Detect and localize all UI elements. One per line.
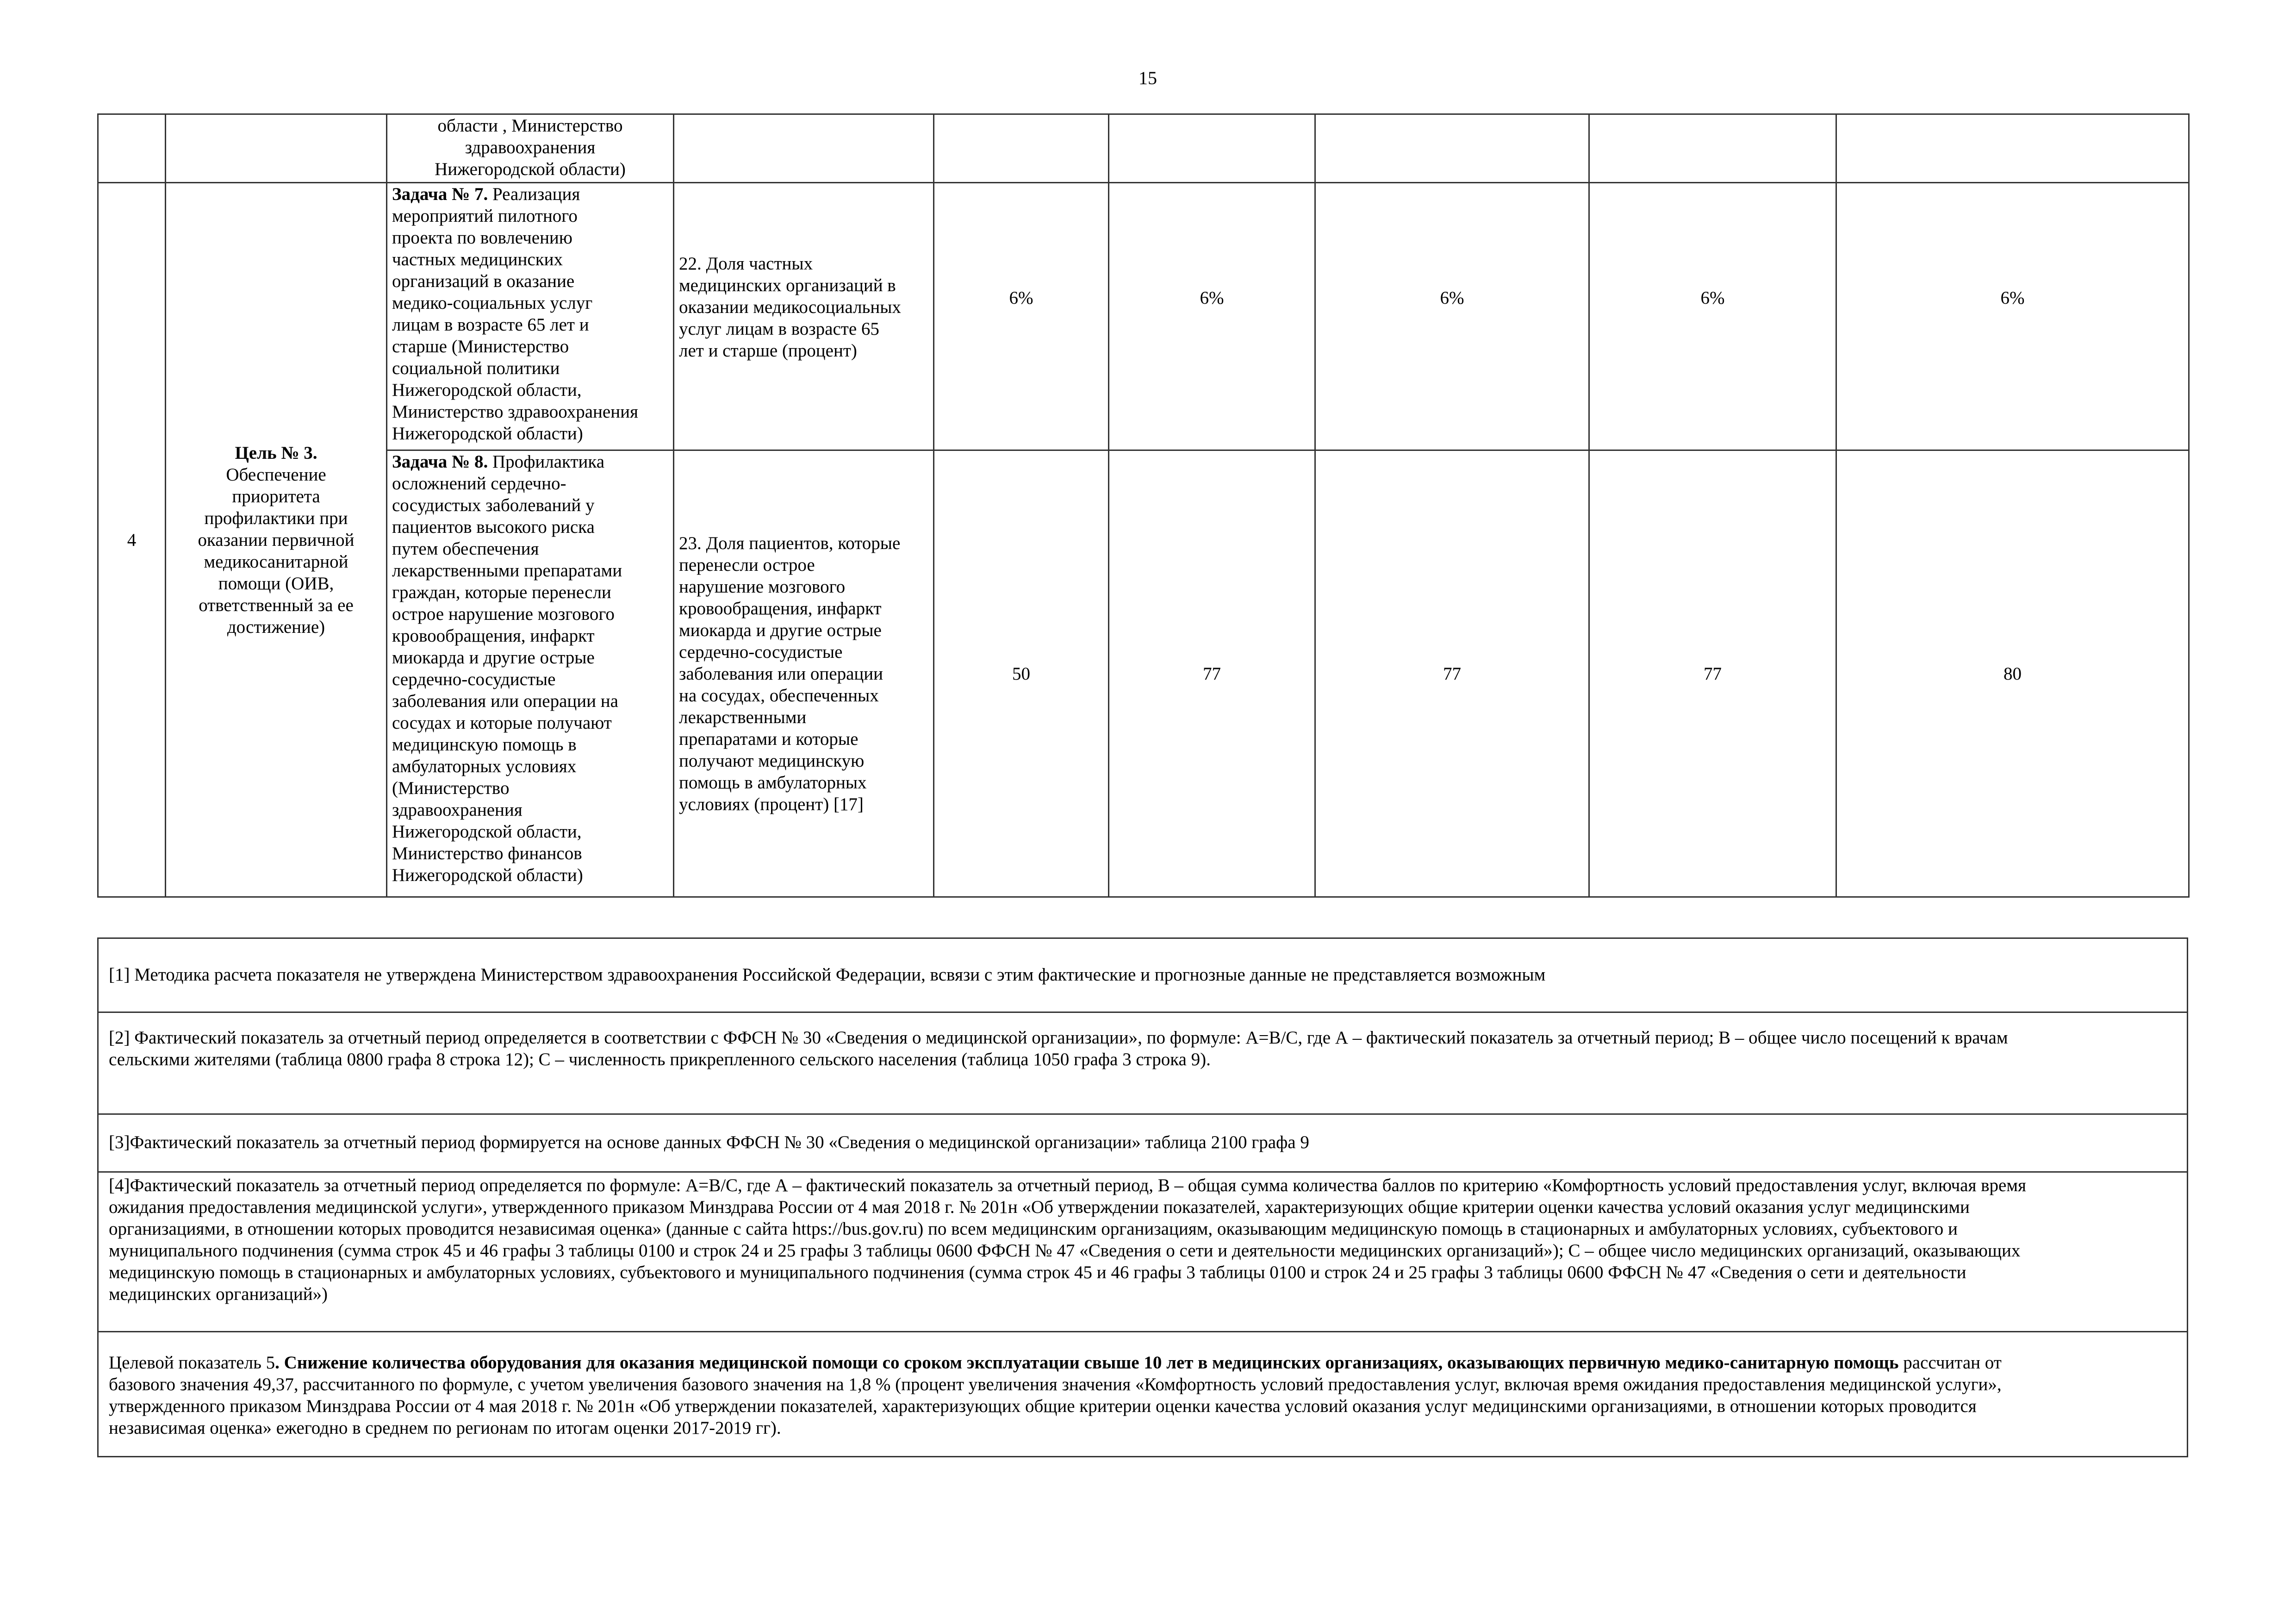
- text-line: нарушение мозгового: [679, 576, 846, 597]
- text-line: препаратами и которые: [679, 729, 859, 749]
- text-line: Нижегородской области,: [392, 822, 582, 842]
- indicator-23-cell: [674, 450, 934, 897]
- indicator-22-cell: [674, 183, 934, 450]
- text-line: медико-социальных услуг: [392, 293, 593, 313]
- text-line: старше (Министерство: [392, 337, 569, 356]
- text-line: профилактики при: [204, 508, 348, 528]
- task-8-cell: [387, 450, 674, 897]
- table-row: [98, 450, 2189, 897]
- text-line: здравоохранения: [465, 137, 596, 157]
- value: 80: [2004, 663, 2022, 684]
- text-line: медицинскую помощь в стационарных и амбулаторных условиях, субъектового и муниципального подчинения (сумма строк 45 и 46 графы 3 таблицы 0100 и строк 24 и 25 графы 3 таблицы 0600 ФФСН № 47 «Сведения о сети и деятельности: [109, 1262, 1966, 1282]
- text-line: сосудистых заболеваний у: [392, 495, 595, 515]
- text-line: острое нарушение мозгового: [392, 604, 615, 624]
- text-line: перенесли острое: [679, 555, 815, 575]
- text-line: ответственный за ее: [199, 595, 354, 615]
- table-cell: [1836, 114, 2189, 183]
- text-line: получают медицинскую: [679, 750, 865, 771]
- text-line: независимая оценка» ежегодно в среднем по регионам по итогам оценки 2017-2019 гг).: [109, 1418, 781, 1438]
- goal-cell: [166, 183, 387, 897]
- text-line: амбулаторных условиях: [392, 756, 577, 776]
- value-cell: [1836, 450, 2189, 897]
- text-line: медикосанитарной: [204, 551, 348, 572]
- value: 6%: [1009, 288, 1033, 308]
- text-line: сердечно-сосудистые: [392, 669, 556, 689]
- text-line: Нижегородской области): [392, 865, 583, 885]
- text-line: здравоохранения: [392, 800, 523, 820]
- text-line: граждан, которые перенесли: [392, 582, 611, 602]
- text-line: 23. Доля пациентов, которые: [679, 533, 901, 553]
- text-line: осложнений сердечно-: [392, 474, 566, 493]
- text-line: оказании первичной: [198, 530, 355, 550]
- footnote-5: [99, 1331, 2187, 1456]
- text-line: путем обеспечения: [392, 539, 539, 559]
- footnote-1: [99, 939, 2187, 1012]
- text-line: Реализация: [492, 184, 580, 204]
- value-cell: [1836, 183, 2189, 450]
- table-cell: [934, 114, 1109, 183]
- table-cell: [98, 114, 166, 183]
- value-cell: [1109, 450, 1315, 897]
- text-line: оказании медикосоциальных: [679, 297, 901, 317]
- text-line: сельскими жителями (таблица 0800 графа 8 строка 12); С – численность прикрепленного сельского населения (таблица 1050 графа 3 строка 9).: [109, 1049, 1211, 1069]
- text-line: кровообращения, инфаркт: [679, 598, 882, 618]
- text-line: кровообращения, инфаркт: [392, 626, 595, 646]
- text-line: медицинских организаций в: [679, 275, 896, 295]
- text-line: частных медицинских: [392, 250, 563, 269]
- value-cell: [1315, 450, 1589, 897]
- text-line: заболевания или операции на: [392, 691, 618, 711]
- row-number: 4: [127, 530, 137, 550]
- text-line: сердечно-сосудистые: [679, 642, 843, 662]
- text-line: Нижегородской области): [392, 424, 583, 443]
- text-line: приоритета: [232, 486, 320, 506]
- text-line: помощь в амбулаторных: [679, 772, 867, 793]
- value: 77: [1203, 663, 1221, 684]
- value: 77: [1704, 663, 1722, 684]
- text-line: Нижегородской области,: [392, 380, 582, 400]
- task-8-title: Задача № 8.: [392, 452, 488, 472]
- text-line: лицам в возрасте 65 лет и: [392, 315, 589, 335]
- goal-title: Цель № 3.: [235, 443, 317, 463]
- text-line: миокарда и другие острые: [679, 620, 882, 640]
- value: 6%: [1200, 288, 1224, 308]
- text-line: лекарственными: [679, 707, 807, 727]
- text-line: лет и старше (процент): [679, 341, 857, 361]
- text-line: базового значения 49,37, рассчитанного по формуле, с учетом увеличения базового значения на 1,8 % (процент увеличения значения «Комфортность условий предоставления услуг, включая время ожидания предоставления медицинской услуги»,: [109, 1374, 2002, 1394]
- task-7-title: Задача № 7.: [392, 184, 488, 204]
- text-line: утвержденного приказом Минздрава России от 4 мая 2018 г. № 201н «Об утверждении показателей, характеризующих общие критерии оценки качества условий оказания услуг медицинскими организациями, в отношении которых проводится: [109, 1396, 1977, 1416]
- text-line: достижение): [227, 617, 325, 637]
- task-7-cell: [387, 183, 674, 450]
- text-line: Профилактика: [492, 452, 605, 472]
- note-5-suffix: рассчитан от: [1898, 1353, 2002, 1373]
- table-row: [98, 183, 2189, 450]
- row-number-cell: [98, 183, 166, 897]
- text-line: ожидания предоставления медицинской услуги», утвержденного приказом Минздрава России от 4 мая 2018 г. № 201н «Об утверждении показателей, характеризующих общие критерии оценки качества условий оказания услуг медицинскими: [109, 1197, 1970, 1217]
- value: 50: [1012, 663, 1030, 684]
- note-5-prefix: Целевой показатель 5: [109, 1353, 275, 1373]
- text-line: муниципального подчинения (сумма строк 45 и 46 графы 3 таблицы 0100 и строк 24 и 25 графы 3 таблицы 0600 ФФСН № 47 «Сведения о сети и деятельности медицинских организаций»); С – общее число медицинских организаций, оказывающих: [109, 1241, 2021, 1261]
- value-cell: [934, 183, 1109, 450]
- page-number: 15: [1139, 68, 1157, 88]
- text-line: [1] Методика расчета показателя не утверждена Министерством здравоохранения Российской Федерации, всвязи с этим фактические и прогнозные данные не представляется возможным: [109, 965, 1546, 985]
- text-line: помощи (ОИВ,: [218, 573, 334, 593]
- value: 6%: [1440, 288, 1464, 308]
- footnote-2: [99, 1012, 2187, 1113]
- text-line: услуг лицам в возрасте 65: [679, 319, 879, 339]
- text-line: области , Министерство: [437, 116, 623, 136]
- footnote-4: [99, 1171, 2187, 1331]
- table-cell: [1315, 114, 1589, 183]
- text-line: Министерство финансов: [392, 843, 582, 863]
- text-line: медицинских организаций»): [109, 1284, 328, 1304]
- text-line: условиях (процент) [17]: [679, 794, 864, 814]
- text-line: [2] Фактический показатель за отчетный период определяется в соответствии с ФФСН № 30 «Сведения о медицинской организации», по формуле: А=В/С, где А – фактический показатель за отчетный период; В – общее число посещений к врачам: [109, 1028, 2008, 1048]
- note-5-bold: . Снижение количества оборудования для оказания медицинской помощи со сроком эксплуатации свыше 10 лет в медицинских организациях, оказывающих первичную медико-санитарную помощь: [275, 1353, 1899, 1373]
- text-line: миокарда и другие острые: [392, 648, 595, 668]
- text-line: Обеспечение: [226, 464, 326, 485]
- text-line: [4]Фактический показатель за отчетный период определяется по формуле: А=В/С, где А – фактический показатель за отчетный период, В – общая сумма количества баллов по критерию «Комфортность условий предоставления услуг, включая время: [109, 1175, 2026, 1195]
- table-cell: [674, 114, 934, 183]
- value: 6%: [2000, 288, 2025, 308]
- table-row: [98, 114, 2189, 183]
- value: 77: [1443, 663, 1461, 684]
- footnote-3: [99, 1113, 2187, 1171]
- footnotes-table: [97, 937, 2188, 1457]
- value-cell: [1589, 183, 1836, 450]
- value-cell: [934, 450, 1109, 897]
- text-line: организациями, в отношении которых проводится независимая оценка» (данные с сайта https://bus.gov.ru) по всем медицинским организациям, оказывающим медицинскую помощь в стационарных и амбулаторных условиях, субъектового и: [109, 1219, 1958, 1239]
- value-cell: [1589, 450, 1836, 897]
- text-line: заболевания или операции: [679, 663, 884, 684]
- text-line: пациентов высокого риска: [392, 517, 595, 537]
- text-line: медицинскую помощь в: [392, 735, 577, 755]
- table-cell-responsible: [387, 114, 674, 183]
- text-line: [3]Фактический показатель за отчетный период формируется на основе данных ФФСН № 30 «Сведения о медицинской организации» таблица 2100 графа 9: [109, 1132, 1309, 1152]
- text-line: Министерство здравоохранения: [392, 402, 638, 422]
- value-cell: [1109, 183, 1315, 450]
- text-line: проекта по вовлечению: [392, 228, 572, 248]
- table-cell: [1109, 114, 1315, 183]
- text-line: организаций в оказание: [392, 271, 575, 291]
- text-line: социальной политики: [392, 358, 560, 378]
- value-cell: [1315, 183, 1589, 450]
- text-line: мероприятий пилотного: [392, 206, 578, 226]
- indicators-table: [97, 113, 2190, 898]
- text-line: Нижегородской области): [435, 159, 626, 179]
- table-cell: [1589, 114, 1836, 183]
- text-line: сосудах и которые получают: [392, 713, 612, 733]
- text-line: на сосудах, обеспеченных: [679, 685, 879, 706]
- value: 6%: [1700, 288, 1725, 308]
- text-line: (Министерство: [392, 778, 510, 798]
- text-line: лекарственными препаратами: [392, 561, 622, 581]
- table-cell: [166, 114, 387, 183]
- text-line: 22. Доля частных: [679, 254, 813, 274]
